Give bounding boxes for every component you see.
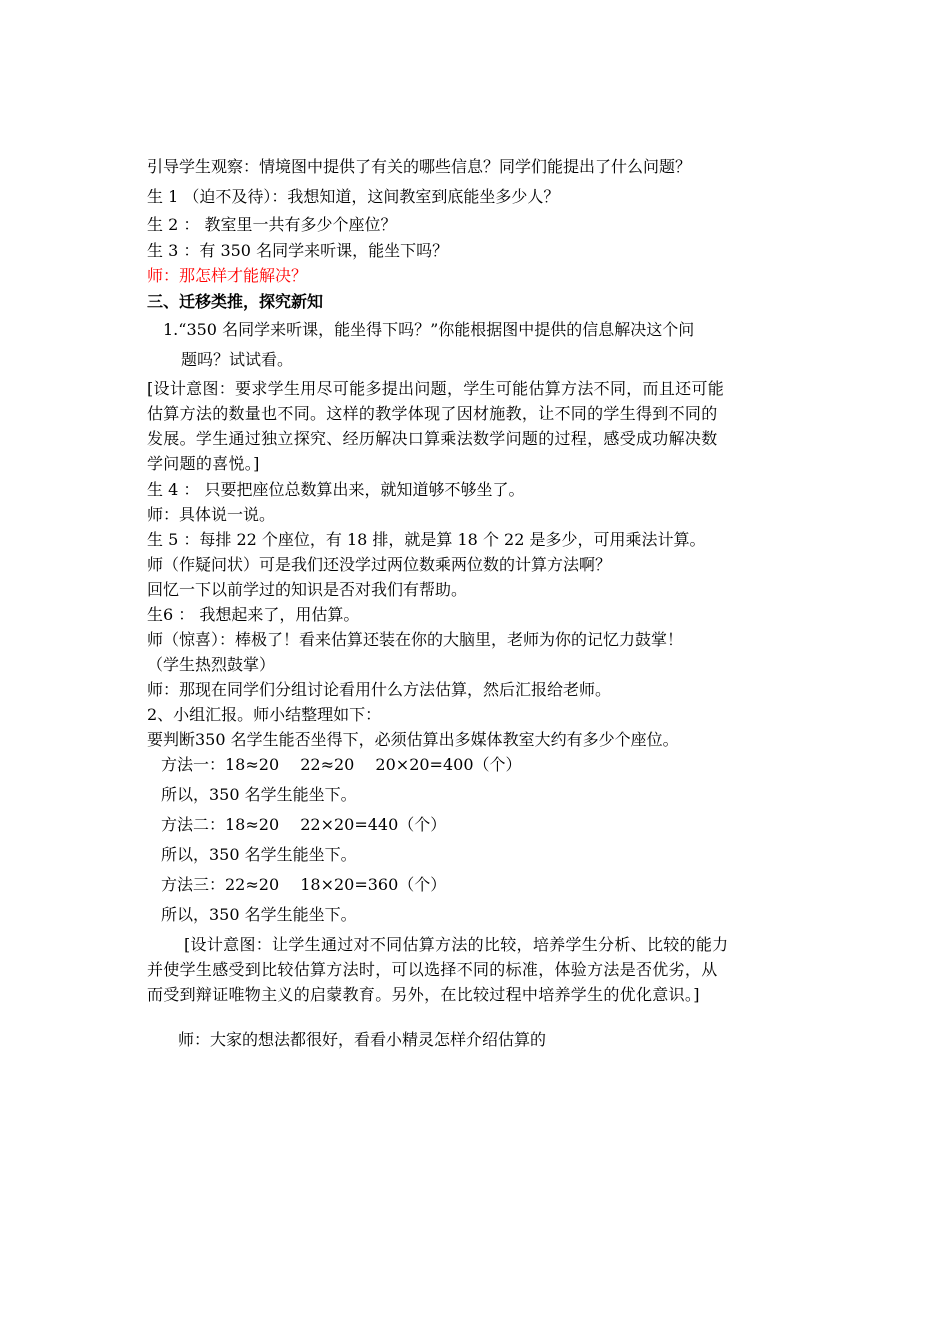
teacher-line-4: 师：那现在同学们分组讨论看用什么方法估算，然后汇报给老师。 xyxy=(147,680,612,699)
method-1-conclusion: 所以，350 名学生能坐下。 xyxy=(161,785,357,804)
student5-line: 生 5 ：每排 22 个座位，有 18 排，就是算 18 个 22 是多少，可用乘法计算。 xyxy=(147,530,706,549)
recall-line: 回忆一下以前学过的知识是否对我们有帮助。 xyxy=(147,580,468,599)
design-note-1-line2: 估算方法的数量也不同。这样的教学体现了因材施教，让不同的学生得到不同的 xyxy=(147,404,718,423)
design-note-1-line1: [设计意图：要求学生用尽可能多提出问题，学生可能估算方法不同，而且还可能 xyxy=(147,379,725,398)
design-note-2-line1: [设计意图：让学生通过对不同估算方法的比较，培养学生分析、比较的能力 xyxy=(184,935,729,954)
teacher-question-line: 师：那怎样才能解决？ xyxy=(147,266,308,285)
student2-line: 生 2 ： 教室里一共有多少个座位？ xyxy=(147,215,397,234)
teacher-line-1: 师：具体说一说。 xyxy=(147,505,276,524)
report-intro-line: 要判断350 名学生能否坐得下，必须估算出多媒体教室大约有多少个座位。 xyxy=(147,730,679,749)
design-note-1-line3: 发展。学生通过独立探究、经历解决口算乘法数学问题的过程，感受成功解决数 xyxy=(147,429,718,448)
method-3-conclusion: 所以，350 名学生能坐下。 xyxy=(161,905,357,924)
teacher-line-3: 师（惊喜）：棒极了！看来估算还装在你的大脑里，老师为你的记忆力鼓掌！ xyxy=(147,630,684,649)
student6-line: 生6 ： 我想起来了，用估算。 xyxy=(147,605,360,624)
intro-line: 引导学生观察：情境图中提供了有关的哪些信息？同学们能提出了什么问题？ xyxy=(147,157,692,176)
task1-line-cont: 题吗？试试看。 xyxy=(181,350,294,369)
method-1-line: 方法一：18≈20 22≈20 20×20=400（个） xyxy=(161,755,522,774)
task1-line: 1.“350 名同学来听课，能坐得下吗？”你能根据图中提供的信息解决这个问 xyxy=(163,320,695,339)
design-note-1-line4: 学问题的喜悦。] xyxy=(147,454,260,473)
method-3-line: 方法三：22≈20 18×20=360（个） xyxy=(161,875,447,894)
report-heading: 2、小组汇报。师小结整理如下： xyxy=(147,705,382,724)
method-2-line: 方法二：18≈20 22×20=440（个） xyxy=(161,815,447,834)
section-heading: 三、迁移类推，探究新知 xyxy=(147,292,324,311)
student3-line: 生 3 ：有 350 名同学来听课，能坐下吗？ xyxy=(147,241,449,260)
design-note-2-line3: 而受到辩证唯物主义的启蒙教育。另外，在比较过程中培养学生的优化意识。] xyxy=(147,985,700,1004)
student1-line: 生 1 （迫不及待）：我想知道，这间教室到底能坐多少人？ xyxy=(147,187,560,206)
method-2-conclusion: 所以，350 名学生能坐下。 xyxy=(161,845,357,864)
design-note-2-line2: 并使学生感受到比较估算方法时，可以选择不同的标准，体验方法是否优劣，从 xyxy=(147,960,718,979)
applause-line: （学生热烈鼓掌） xyxy=(147,655,276,674)
teacher-line-2: 师（作疑问状）可是我们还没学过两位数乘两位数的计算方法啊？ xyxy=(147,555,612,574)
student4-line: 生 4 ： 只要把座位总数算出来，就知道够不够坐了。 xyxy=(147,480,525,499)
teacher-line-5: 师：大家的想法都很好，看看小精灵怎样介绍估算的 xyxy=(178,1030,547,1049)
